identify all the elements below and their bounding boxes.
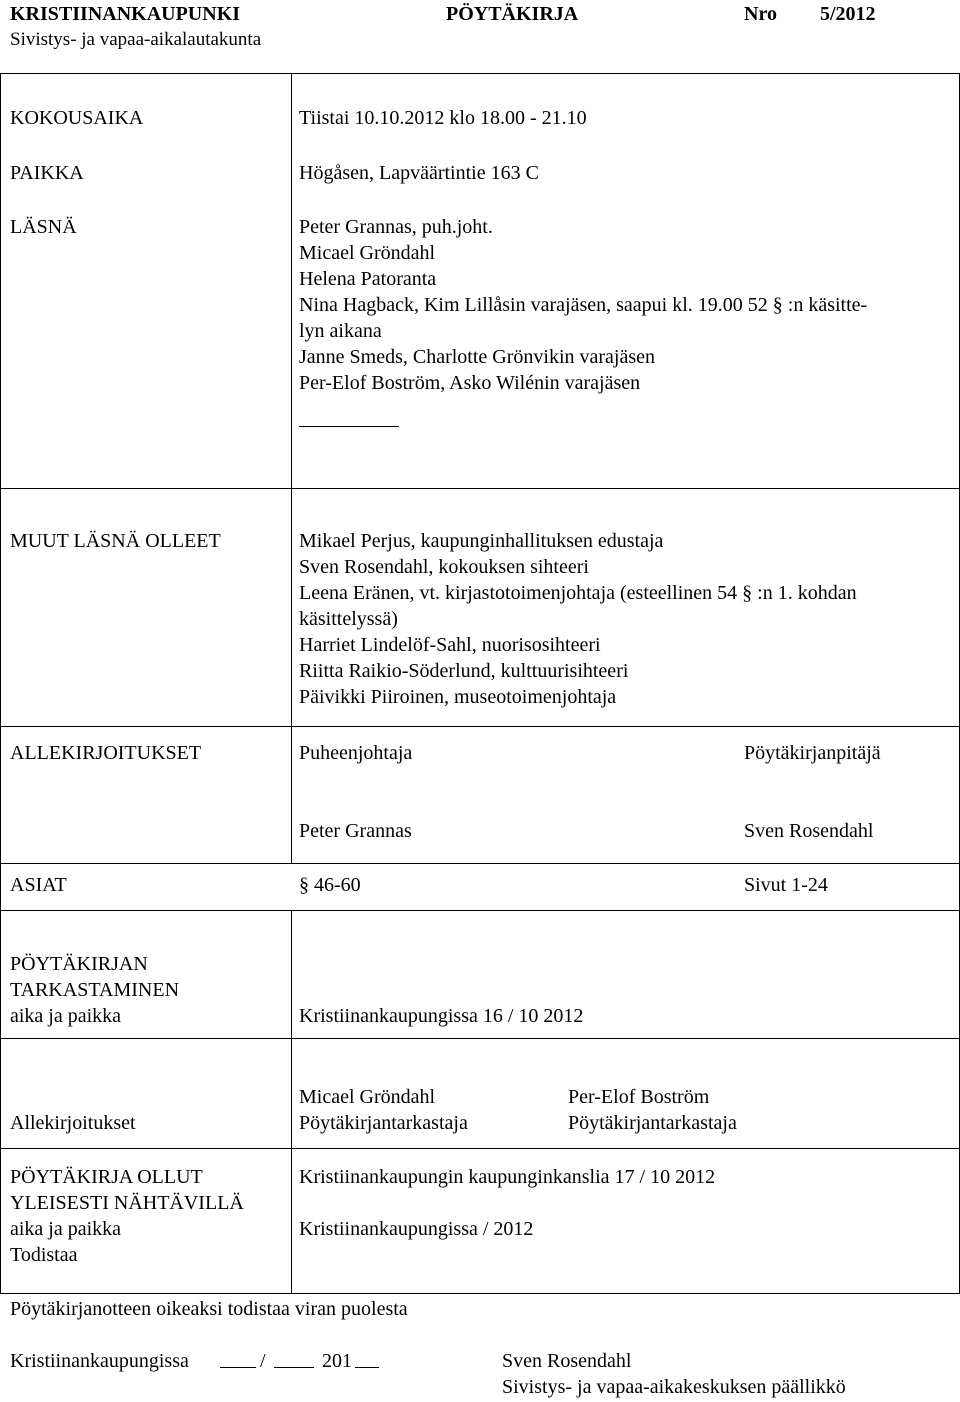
others-list [299, 528, 857, 710]
review-label-line: aika ja paikka [10, 1005, 122, 1027]
separator-public [0, 1293, 960, 1294]
review-label-line: PÖYTÄKIRJAN [10, 953, 148, 975]
public-label [10, 1164, 244, 1268]
public-label-line: Todistaa [10, 1244, 78, 1266]
reviewer-1 [299, 1084, 468, 1136]
secretary-title: Pöytäkirjanpitäjä [744, 742, 881, 764]
reviewer-2 [568, 1084, 737, 1136]
footer-place: Kristiinankaupungissa [10, 1350, 189, 1372]
public-value-2: Kristiinankaupungissa / 2012 [299, 1218, 534, 1240]
footer-year-blank [355, 1367, 379, 1368]
others-line: käsittelyssä) [299, 608, 398, 630]
reviewer-1-name: Micael Gröndahl [299, 1086, 436, 1108]
reviewer-1-title: Pöytäkirjantarkastaja [299, 1112, 468, 1134]
number-label: Nro [744, 3, 777, 25]
footer-month-blank [274, 1367, 314, 1368]
meeting-time-value: Tiistai 10.10.2012 klo 18.00 - 21.10 [299, 107, 587, 129]
chair-title: Puheenjohtaja [299, 742, 413, 764]
review-label [10, 951, 179, 1029]
column-divider-upper [291, 73, 292, 863]
separator-signatures [0, 863, 960, 864]
reviewer-2-name: Per-Elof Boström [568, 1086, 710, 1108]
review-label-line: TARKASTAMINEN [10, 979, 180, 1001]
separator-others [0, 726, 960, 727]
others-line: Mikael Perjus, kaupunginhallituksen edustaja [299, 530, 664, 552]
signatures-label: ALLEKIRJOITUKSET [10, 742, 202, 764]
separator-items [0, 910, 960, 911]
present-line: Helena Patoranta [299, 268, 437, 290]
number-value: 5/2012 [820, 3, 876, 25]
review-value: Kristiinankaupungissa 16 / 10 2012 [299, 1005, 584, 1027]
others-line: Riitta Raikio-Söderlund, kulttuurisihteeri [299, 660, 629, 682]
separator-review [0, 1038, 960, 1039]
footer-signer [502, 1348, 846, 1400]
document-type: PÖYTÄKIRJA [446, 3, 579, 25]
meeting-place-value: Högåsen, Lapväärtintie 163 C [299, 162, 539, 184]
public-value-1: Kristiinankaupungin kaupunginkanslia 17 / 10 2012 [299, 1166, 716, 1188]
present-list [299, 214, 867, 396]
meeting-place-label: PAIKKA [10, 162, 84, 184]
review-signatures-label: Allekirjoitukset [10, 1112, 136, 1134]
others-line: Leena Eränen, vt. kirjastotoimenjohtaja (esteellinen 54 § :n 1. kohdan [299, 582, 857, 604]
column-divider-lower [291, 910, 292, 1293]
present-line: Micael Gröndahl [299, 242, 436, 264]
present-line: Janne Smeds, Charlotte Grönvikin varajäsen [299, 346, 656, 368]
meeting-time-label: KOKOUSAIKA [10, 107, 144, 129]
present-label: LÄSNÄ [10, 216, 77, 238]
others-line: Harriet Lindelöf-Sahl, nuorisosihteeri [299, 634, 601, 656]
footer-slash: / [260, 1350, 266, 1372]
chair-name: Peter Grannas [299, 820, 412, 842]
present-line: Per-Elof Boström, Asko Wilénin varajäsen [299, 372, 641, 394]
public-label-line: YLEISESTI NÄHTÄVILLÄ [10, 1192, 244, 1214]
reviewer-2-title: Pöytäkirjantarkastaja [568, 1112, 737, 1134]
footer-signer-title: Sivistys- ja vapaa-aikakeskuksen päällikkö [502, 1376, 846, 1398]
others-line: Päivikki Piiroinen, museotoimenjohtaja [299, 686, 617, 708]
present-line: Peter Grannas, puh.joht. [299, 216, 493, 238]
footer-signer-name: Sven Rosendahl [502, 1350, 632, 1372]
items-pages: Sivut 1-24 [744, 874, 828, 896]
present-end-rule [299, 426, 399, 427]
present-line: Nina Hagback, Kim Lillåsin varajäsen, saapui kl. 19.00 52 § :n käsitte- [299, 294, 868, 316]
municipality-name: KRISTIINANKAUPUNKI [10, 3, 241, 25]
frame-top-line [0, 73, 960, 74]
others-label: MUUT LÄSNÄ OLLEET [10, 530, 221, 552]
frame-left-line [0, 73, 1, 1293]
items-range: § 46-60 [299, 874, 361, 896]
present-line: lyn aikana [299, 320, 382, 342]
public-label-line: aika ja paikka [10, 1218, 122, 1240]
footer-year-prefix: 201 [322, 1350, 352, 1372]
committee-name: Sivistys- ja vapaa-aikalautakunta [10, 29, 262, 50]
separator-review-signatures [0, 1148, 960, 1149]
secretary-name: Sven Rosendahl [744, 820, 874, 842]
footer-day-blank [220, 1367, 256, 1368]
separator-present [0, 488, 960, 489]
public-label-line: PÖYTÄKIRJA OLLUT [10, 1166, 203, 1188]
others-line: Sven Rosendahl, kokouksen sihteeri [299, 556, 589, 578]
items-label: ASIAT [10, 874, 67, 896]
certify-text: Pöytäkirjanotteen oikeaksi todistaa viran puolesta [10, 1298, 408, 1320]
